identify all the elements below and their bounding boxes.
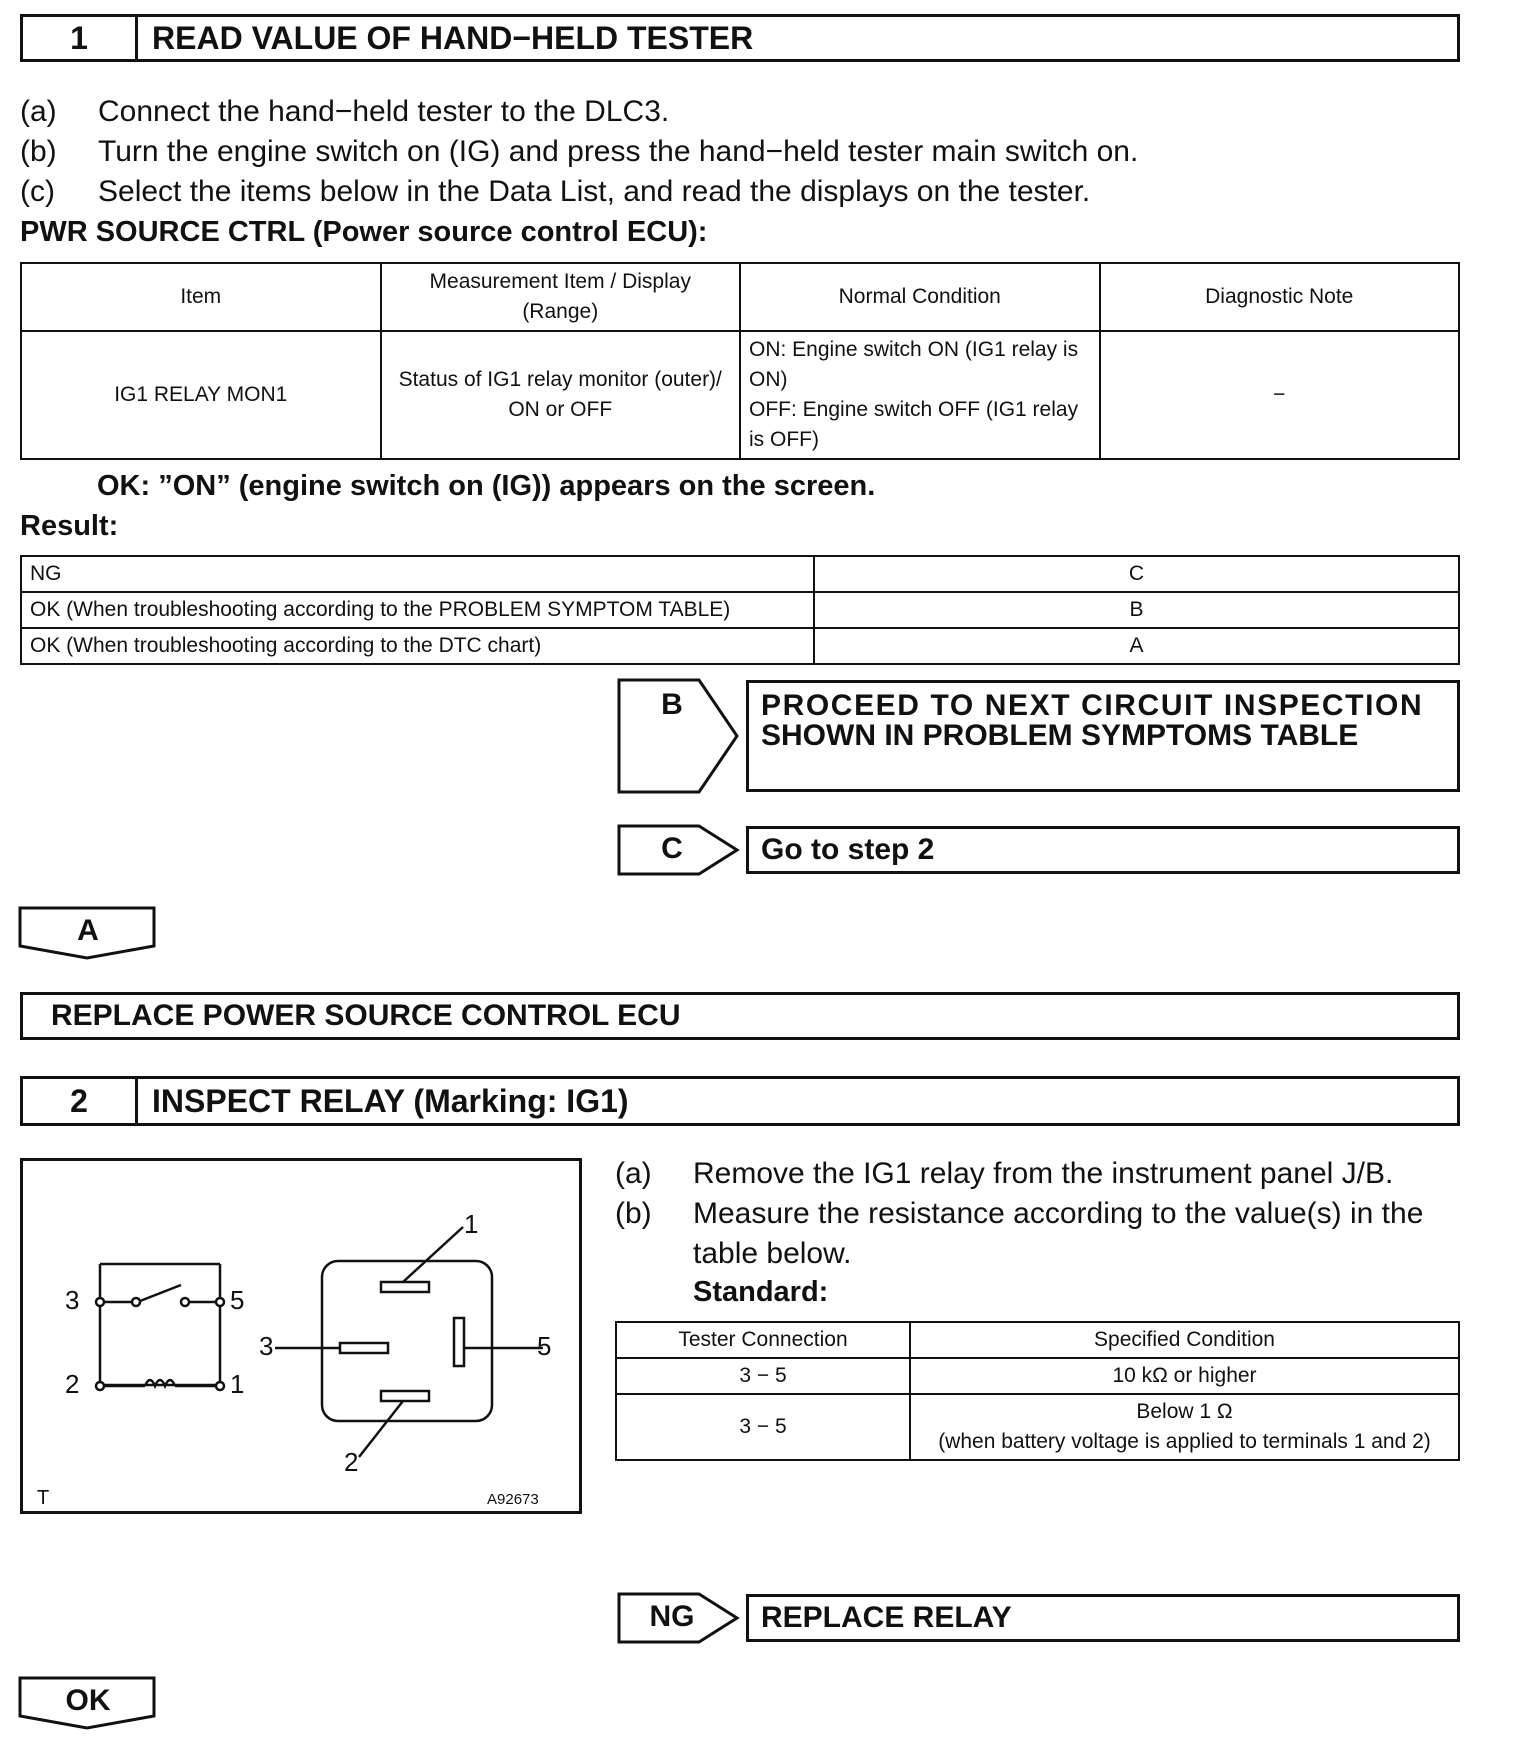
branch-c-action: Go to step 2 <box>746 826 1460 874</box>
result-row <box>21 592 1459 628</box>
step1-instruction-b <box>20 135 1138 169</box>
result-condition: OK (When troubleshooting according to the PROBLEM SYMPTOM TABLE) <box>21 592 814 628</box>
ok-branch-label: OK <box>65 1684 111 1717</box>
header-measurement: Measurement Item / Display (Range) <box>381 263 741 331</box>
standard-condition-line2: (when battery voltage is applied to terminals 1 and 2) <box>938 1430 1431 1453</box>
terminal-1-label: 1 <box>230 1369 245 1399</box>
step2-instruction-b <box>615 1197 1423 1231</box>
standard-row <box>616 1358 1459 1394</box>
relay-pin-5-label: 5 <box>537 1331 552 1361</box>
branch-b-line2: SHOWN IN PROBLEM SYMPTOMS TABLE <box>761 719 1359 752</box>
header-normal-condition: Normal Condition <box>740 263 1100 331</box>
ok-statement: OK: ”ON” (engine switch on (IG)) appears on the screen. <box>97 470 876 502</box>
standard-connection: 3 − 5 <box>616 1358 910 1394</box>
instruction-label: (b) <box>20 135 57 168</box>
standard-label: Standard: <box>693 1276 829 1308</box>
instruction-text: Remove the IG1 relay from the instrument panel J/B. <box>693 1157 1394 1190</box>
normal-on-text: ON: Engine switch ON (IG1 relay is ON) <box>749 338 1079 391</box>
step1-number: 1 <box>23 17 138 59</box>
instruction-label: (a) <box>20 95 57 128</box>
standard-connection: 3 − 5 <box>616 1394 910 1460</box>
branch-a-label: A <box>77 914 99 947</box>
branch-b-label: B <box>661 688 683 721</box>
instruction-label: (c) <box>20 175 55 208</box>
relay-pin-3-label: 3 <box>259 1331 274 1361</box>
ng-branch-label: NG <box>649 1600 695 1633</box>
header-specified-condition: Specified Condition <box>910 1322 1459 1358</box>
step2-instruction-a <box>615 1157 1393 1191</box>
step2-instruction-b-continuation: table below. <box>693 1237 852 1270</box>
result-code: A <box>814 628 1459 664</box>
step1-header <box>20 14 1460 62</box>
step2-title: INSPECT RELAY (Marking: IG1) <box>152 1082 629 1119</box>
relay-diagram-icon <box>23 1161 579 1511</box>
replace-ecu-action: REPLACE POWER SOURCE CONTROL ECU <box>20 992 1460 1040</box>
terminal-3-label: 3 <box>65 1285 80 1315</box>
instruction-text: Connect the hand−held tester to the DLC3. <box>98 95 670 128</box>
result-table <box>20 555 1460 665</box>
instruction-label: (a) <box>615 1157 652 1190</box>
ecu-label: PWR SOURCE CTRL (Power source control ECU): <box>20 216 708 248</box>
result-condition: OK (When troubleshooting according to the DTC chart) <box>21 628 814 664</box>
cell-normal-condition <box>740 331 1100 459</box>
result-code: C <box>814 556 1459 592</box>
cell-item: IG1 RELAY MON1 <box>21 331 381 459</box>
result-row <box>21 628 1459 664</box>
step2-number: 2 <box>23 1079 138 1123</box>
replace-relay-action: REPLACE RELAY <box>746 1594 1460 1642</box>
figure-id: A92673 <box>487 1491 539 1508</box>
terminal-2-label: 2 <box>65 1369 80 1399</box>
data-list-table <box>20 262 1460 460</box>
cell-measurement: Status of IG1 relay monitor (outer)/ ON or OFF <box>381 331 741 459</box>
standard-condition-line1: Below 1 Ω <box>1136 1400 1233 1423</box>
header-diagnostic-note: Diagnostic Note <box>1100 263 1460 331</box>
instruction-text: Measure the resistance according to the value(s) in the <box>693 1197 1424 1230</box>
relay-pin-2-label: 2 <box>344 1447 359 1477</box>
relay-figure <box>20 1158 582 1514</box>
branch-b-line1: PROCEED TO NEXT CIRCUIT INSPECTION <box>761 689 1424 722</box>
result-label: Result: <box>20 510 119 542</box>
standard-row <box>616 1394 1459 1460</box>
header-tester-connection: Tester Connection <box>616 1322 910 1358</box>
result-code: B <box>814 592 1459 628</box>
instruction-text: Turn the engine switch on (IG) and press the hand−held tester main switch on. <box>98 135 1139 168</box>
cell-diagnostic-note: − <box>1100 331 1460 459</box>
standard-condition <box>910 1394 1459 1460</box>
branch-c-label: C <box>661 832 683 865</box>
instruction-label: (b) <box>615 1197 652 1230</box>
standard-condition: 10 kΩ or higher <box>910 1358 1459 1394</box>
branch-b-action <box>746 680 1460 792</box>
result-condition: NG <box>21 556 814 592</box>
relay-pin-1-label: 1 <box>464 1209 479 1239</box>
header-item: Item <box>21 263 381 331</box>
result-row <box>21 556 1459 592</box>
step1-instruction-a <box>20 95 669 129</box>
step1-instruction-c <box>20 175 1090 209</box>
instruction-text: Select the items below in the Data List, and read the displays on the tester. <box>98 175 1091 208</box>
normal-off-text: OFF: Engine switch OFF (IG1 relay is OFF) <box>749 398 1079 451</box>
step1-title: READ VALUE OF HAND−HELD TESTER <box>152 19 754 56</box>
standard-table <box>615 1321 1460 1461</box>
figure-corner-mark: T <box>37 1487 50 1509</box>
step2-header <box>20 1076 1460 1126</box>
terminal-5-label: 5 <box>230 1285 245 1315</box>
